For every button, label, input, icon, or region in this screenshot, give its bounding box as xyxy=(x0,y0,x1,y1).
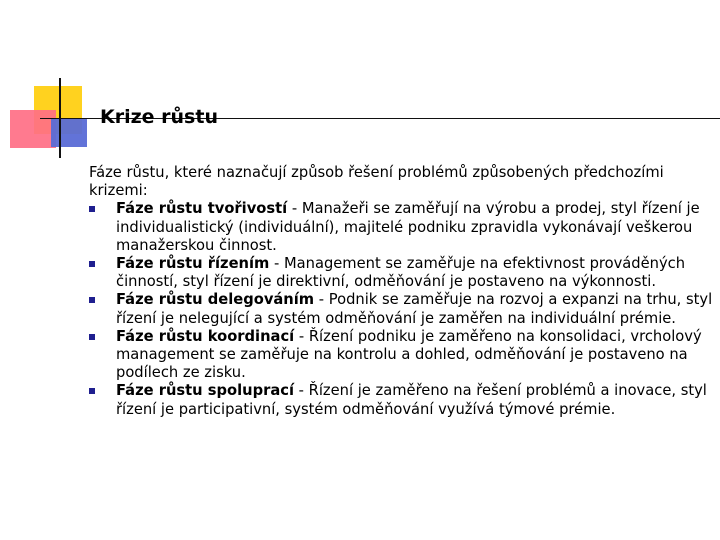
item-term: Fáze růstu delegováním xyxy=(116,291,315,309)
list-item xyxy=(89,291,714,327)
square-bullet-icon xyxy=(89,297,95,303)
item-term: Fáze růstu spoluprací xyxy=(116,382,294,400)
ornament-blue-square xyxy=(51,119,87,147)
item-text: Management se zaměřuje na efektivnost prováděných činností, styl řízení je direktivní, odměňování je postaveno na výkonnosti. xyxy=(116,255,686,291)
item-separator: - xyxy=(314,291,329,309)
slide-body xyxy=(89,164,714,419)
item-text: Řízení podniku je zaměřeno na konsolidaci, vrcholový management se zaměřuje na kontrolu a dohled, odměňování je postaveno na podílech ze zisku. xyxy=(116,327,702,382)
item-term: Fáze růstu řízením xyxy=(116,255,270,273)
square-bullet-icon xyxy=(89,334,95,340)
item-separator: - xyxy=(287,200,302,218)
list-item xyxy=(89,328,714,383)
list-item xyxy=(89,200,714,255)
ornament-red-square xyxy=(10,110,56,148)
item-term: Fáze růstu tvořivostí xyxy=(116,200,288,218)
slide-title: Krize růstu xyxy=(100,106,218,128)
square-bullet-icon xyxy=(89,388,95,394)
item-text: Manažeři se zaměřují na výrobu a prodej, styl řízení je individualistický (individuální), majitelé podniku zpravidla vykonávají veškerou manažerskou činnost. xyxy=(116,200,700,254)
square-bullet-icon xyxy=(89,261,95,267)
item-separator: - xyxy=(294,327,309,345)
item-text: Řízení je zaměřeno na řešení problémů a inovace, styl řízení je participativní, systém odměňování využívá týmové prémie. xyxy=(116,382,707,418)
item-term: Fáze růstu koordinací xyxy=(116,327,295,345)
square-bullet-icon xyxy=(89,206,95,212)
item-separator: - xyxy=(294,382,309,400)
bullet-list xyxy=(89,200,714,418)
item-separator: - xyxy=(269,255,284,273)
list-item xyxy=(89,255,714,291)
item-text: Podnik se zaměřuje na rozvoj a expanzi na trhu, styl řízení je nelegující a systém odměňování je zaměřen na individuální prémie. xyxy=(116,291,713,327)
intro-text: Fáze růstu, které naznačují způsob řešení problémů způsobených předchozími krizemi: xyxy=(89,164,664,200)
list-item xyxy=(89,382,714,418)
